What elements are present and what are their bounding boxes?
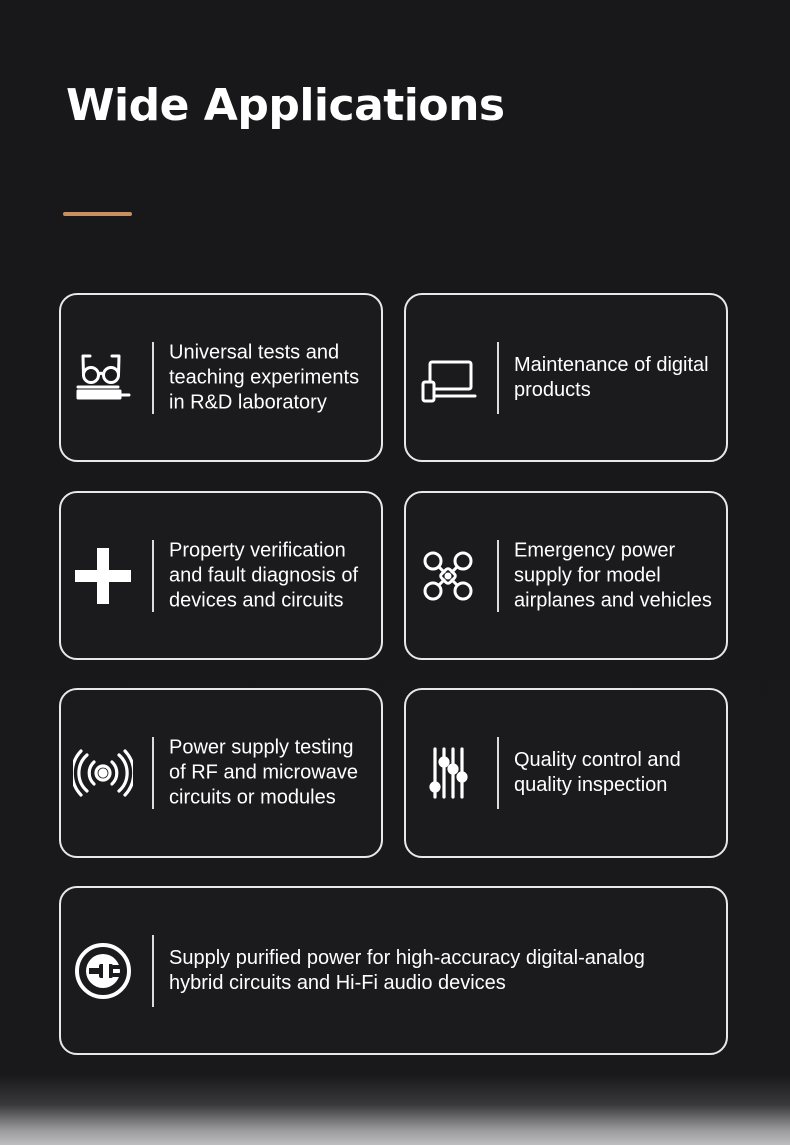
card-divider — [152, 935, 154, 1007]
card-divider — [497, 540, 499, 612]
card-divider — [152, 342, 154, 414]
card-divider — [497, 737, 499, 809]
application-card-rf-testing — [59, 688, 383, 858]
power-plug-icon — [73, 941, 133, 1001]
application-card-fault-diagnosis — [59, 491, 383, 660]
card-divider — [152, 540, 154, 612]
application-label: Universal tests and teaching experiments in R&D laboratory — [169, 341, 360, 413]
application-card-digital-maintenance — [404, 293, 728, 462]
application-card-emergency-power — [404, 491, 728, 660]
card-divider — [152, 737, 154, 809]
sliders-icon — [418, 743, 478, 803]
application-label: Quality control and quality inspection — [514, 749, 681, 796]
plus-icon — [73, 546, 133, 606]
application-label: Property verification and fault diagnosis of devices and circuits — [169, 539, 359, 611]
application-card-purified-power — [59, 886, 728, 1055]
application-label: Power supply testing of RF and microwave circuits or modules — [169, 736, 358, 809]
application-label: Maintenance of digital products — [514, 353, 709, 401]
title-accent-bar — [63, 212, 132, 216]
application-label: Supply purified power for high-accuracy digital-analog hybrid circuits and Hi-Fi audio devices — [169, 946, 645, 994]
card-divider — [497, 342, 499, 414]
application-card-quality-control — [404, 688, 728, 858]
application-label: Emergency power supply for model airplanes and vehicles — [514, 539, 712, 611]
radio-wave-icon — [73, 743, 133, 803]
drone-icon — [418, 546, 478, 606]
page-title: Wide Applications — [66, 80, 505, 131]
laptop-phone-icon — [418, 348, 478, 408]
application-card-lab-tests — [59, 293, 383, 462]
glasses-books-icon — [73, 348, 133, 408]
